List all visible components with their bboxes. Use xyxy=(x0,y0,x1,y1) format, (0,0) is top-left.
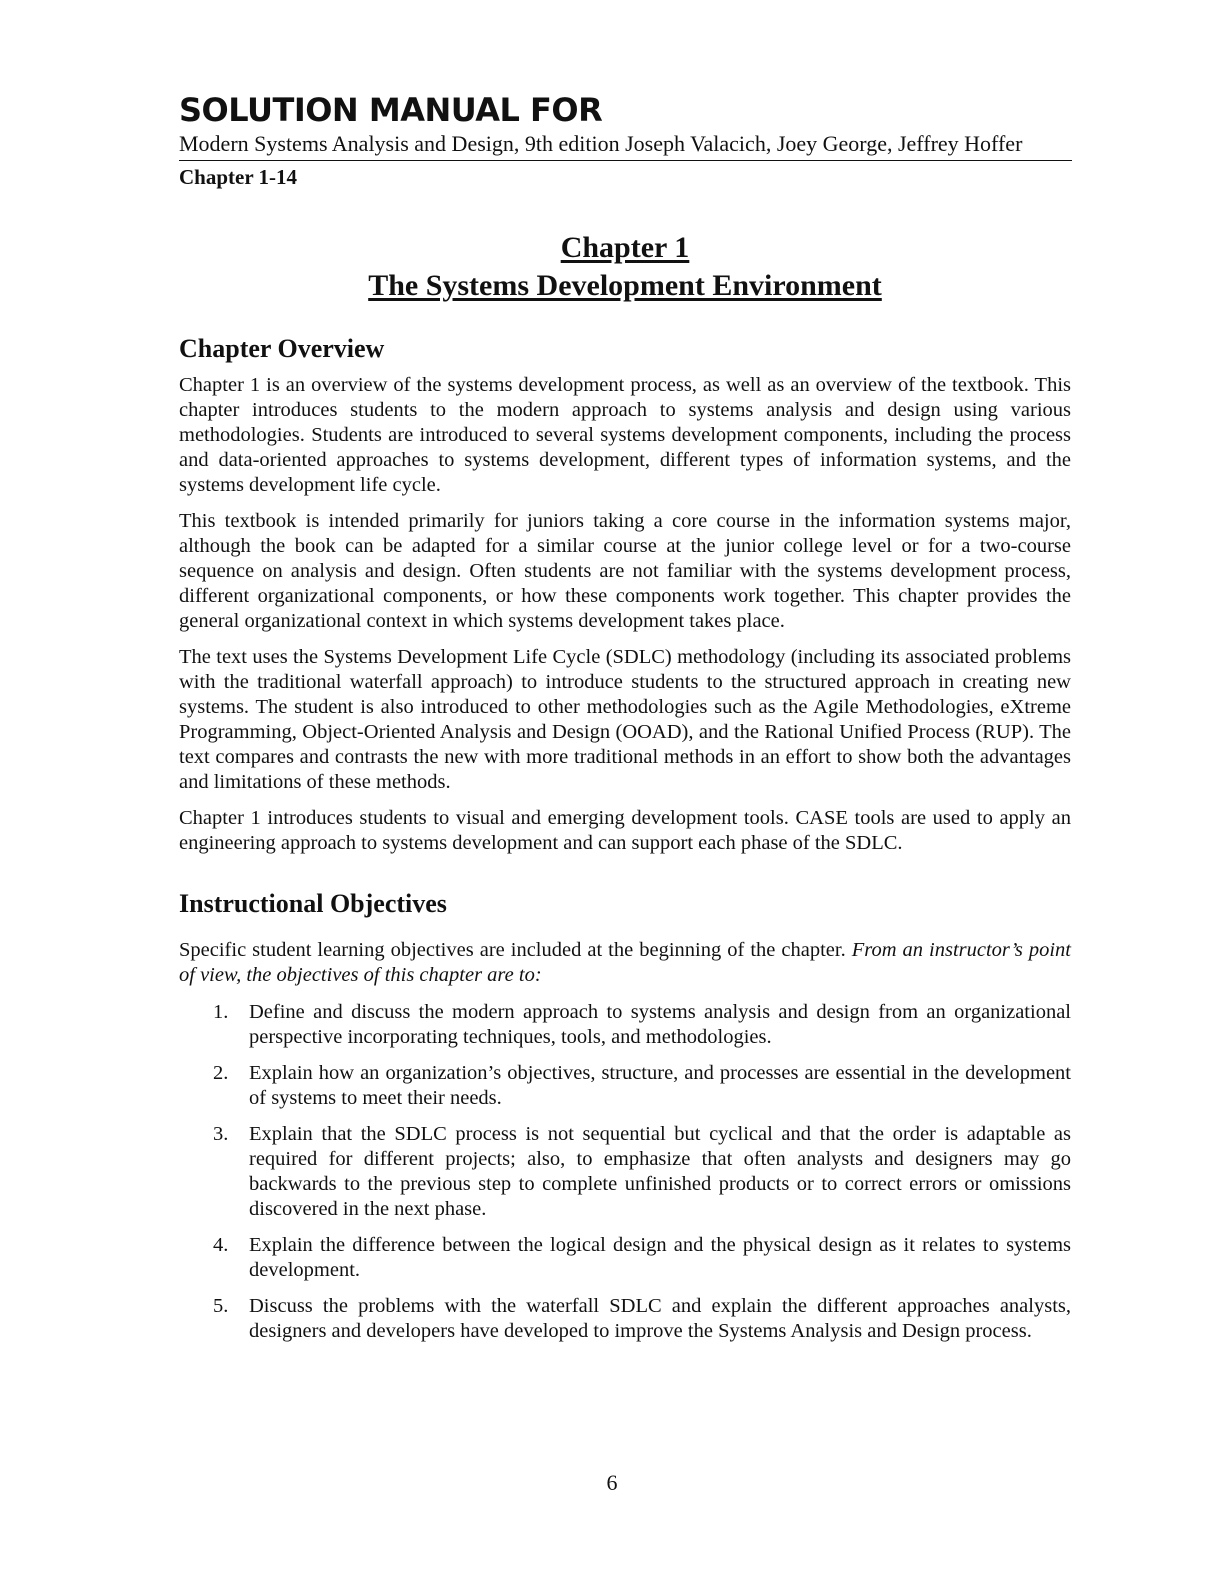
chapter-range: Chapter 1-14 xyxy=(179,165,298,189)
chapter-title: The Systems Development Environment xyxy=(368,269,882,302)
objective-item xyxy=(179,1000,1071,1050)
document-page xyxy=(179,90,1071,1355)
objective-item xyxy=(179,1233,1071,1283)
objective-number: 5. xyxy=(213,1295,229,1317)
objective-text: Discuss the problems with the waterfall SDLC and explain the different approaches analysts, designers and developers have developed to improve the Systems Analysis and Design process. xyxy=(249,1295,1071,1342)
overview-heading: Chapter Overview xyxy=(179,334,385,363)
objective-number: 2. xyxy=(213,1062,229,1084)
manual-title: SOLUTION MANUAL FOR xyxy=(179,91,603,129)
overview-paragraph: This textbook is intended primarily for juniors taking a core course in the information systems major, although the book can be adapted for a similar course at the junior college level or for a two-course sequence on analysis and design. Often students are not familiar with the systems development process, different organizational components, or how these components work together. This chapter provides the general organizational context in which systems development takes place. xyxy=(179,510,1071,632)
overview-paragraph: The text uses the Systems Development Life Cycle (SDLC) methodology (including its associated problems with the traditional waterfall approach) to introduce students to the structured approach in creating new systems. The student is also introduced to other methodologies such as the Agile Methodologies, eXtreme Programming, Object-Oriented Analysis and Design (OOAD), and the Rational Unified Process (RUP). The text compares and contrasts the new with more traditional methods in an effort to show both the advantages and limitations of these methods. xyxy=(179,646,1071,793)
objective-text: Explain how an organization’s objectives, structure, and processes are essential in the development of systems to meet their needs. xyxy=(249,1062,1071,1109)
objectives-intro xyxy=(179,938,1071,988)
overview-paragraph: Chapter 1 introduces students to visual and emerging development tools. CASE tools are used to apply an engineering approach to systems development and can support each phase of the SDLC. xyxy=(179,807,1071,854)
objective-text: Explain that the SDLC process is not sequential but cyclical and that the order is adaptable as required for different projects; also, to emphasize that often analysts and designers may go backwards to the previous step to complete unfinished products or to correct errors or omissions discovered in the next phase. xyxy=(249,1123,1071,1220)
book-citation: Modern Systems Analysis and Design, 9th edition Joseph Valacich, Joey George, Jeffrey Hoffer xyxy=(179,131,1023,156)
objective-number: 1. xyxy=(213,1001,229,1023)
objectives-heading: Instructional Objectives xyxy=(179,889,447,918)
objectives-list xyxy=(179,1000,1071,1344)
chapter-number: Chapter 1 xyxy=(560,231,690,264)
objectives-intro-text: Specific student learning objectives are included at the beginning of the chapter. xyxy=(179,939,846,961)
objective-text: Define and discuss the modern approach to systems analysis and design from an organizational perspective incorporating techniques, tools, and methodologies. xyxy=(249,1001,1071,1048)
objective-item xyxy=(179,1294,1071,1344)
page-number: 6 xyxy=(606,1470,618,1495)
objective-item xyxy=(179,1122,1071,1222)
header-rule xyxy=(179,160,1072,161)
objective-text: Explain the difference between the logical design and the physical design as it relates to systems development. xyxy=(249,1234,1071,1281)
objective-item xyxy=(179,1061,1071,1111)
chapter-heading xyxy=(179,229,1071,305)
objective-number: 4. xyxy=(213,1234,229,1256)
objectives-intro-italic: From an instructor’s point of view, the objectives of this chapter are to: xyxy=(179,939,1071,986)
objective-number: 3. xyxy=(213,1123,229,1145)
overview-paragraph: Chapter 1 is an overview of the systems development process, as well as an overview of the textbook. This chapter introduces students to the modern approach to systems analysis and design using various methodologies. Students are introduced to several systems development components, including the process and data-oriented approaches to systems development, different types of information systems, and the systems development life cycle. xyxy=(179,374,1071,496)
